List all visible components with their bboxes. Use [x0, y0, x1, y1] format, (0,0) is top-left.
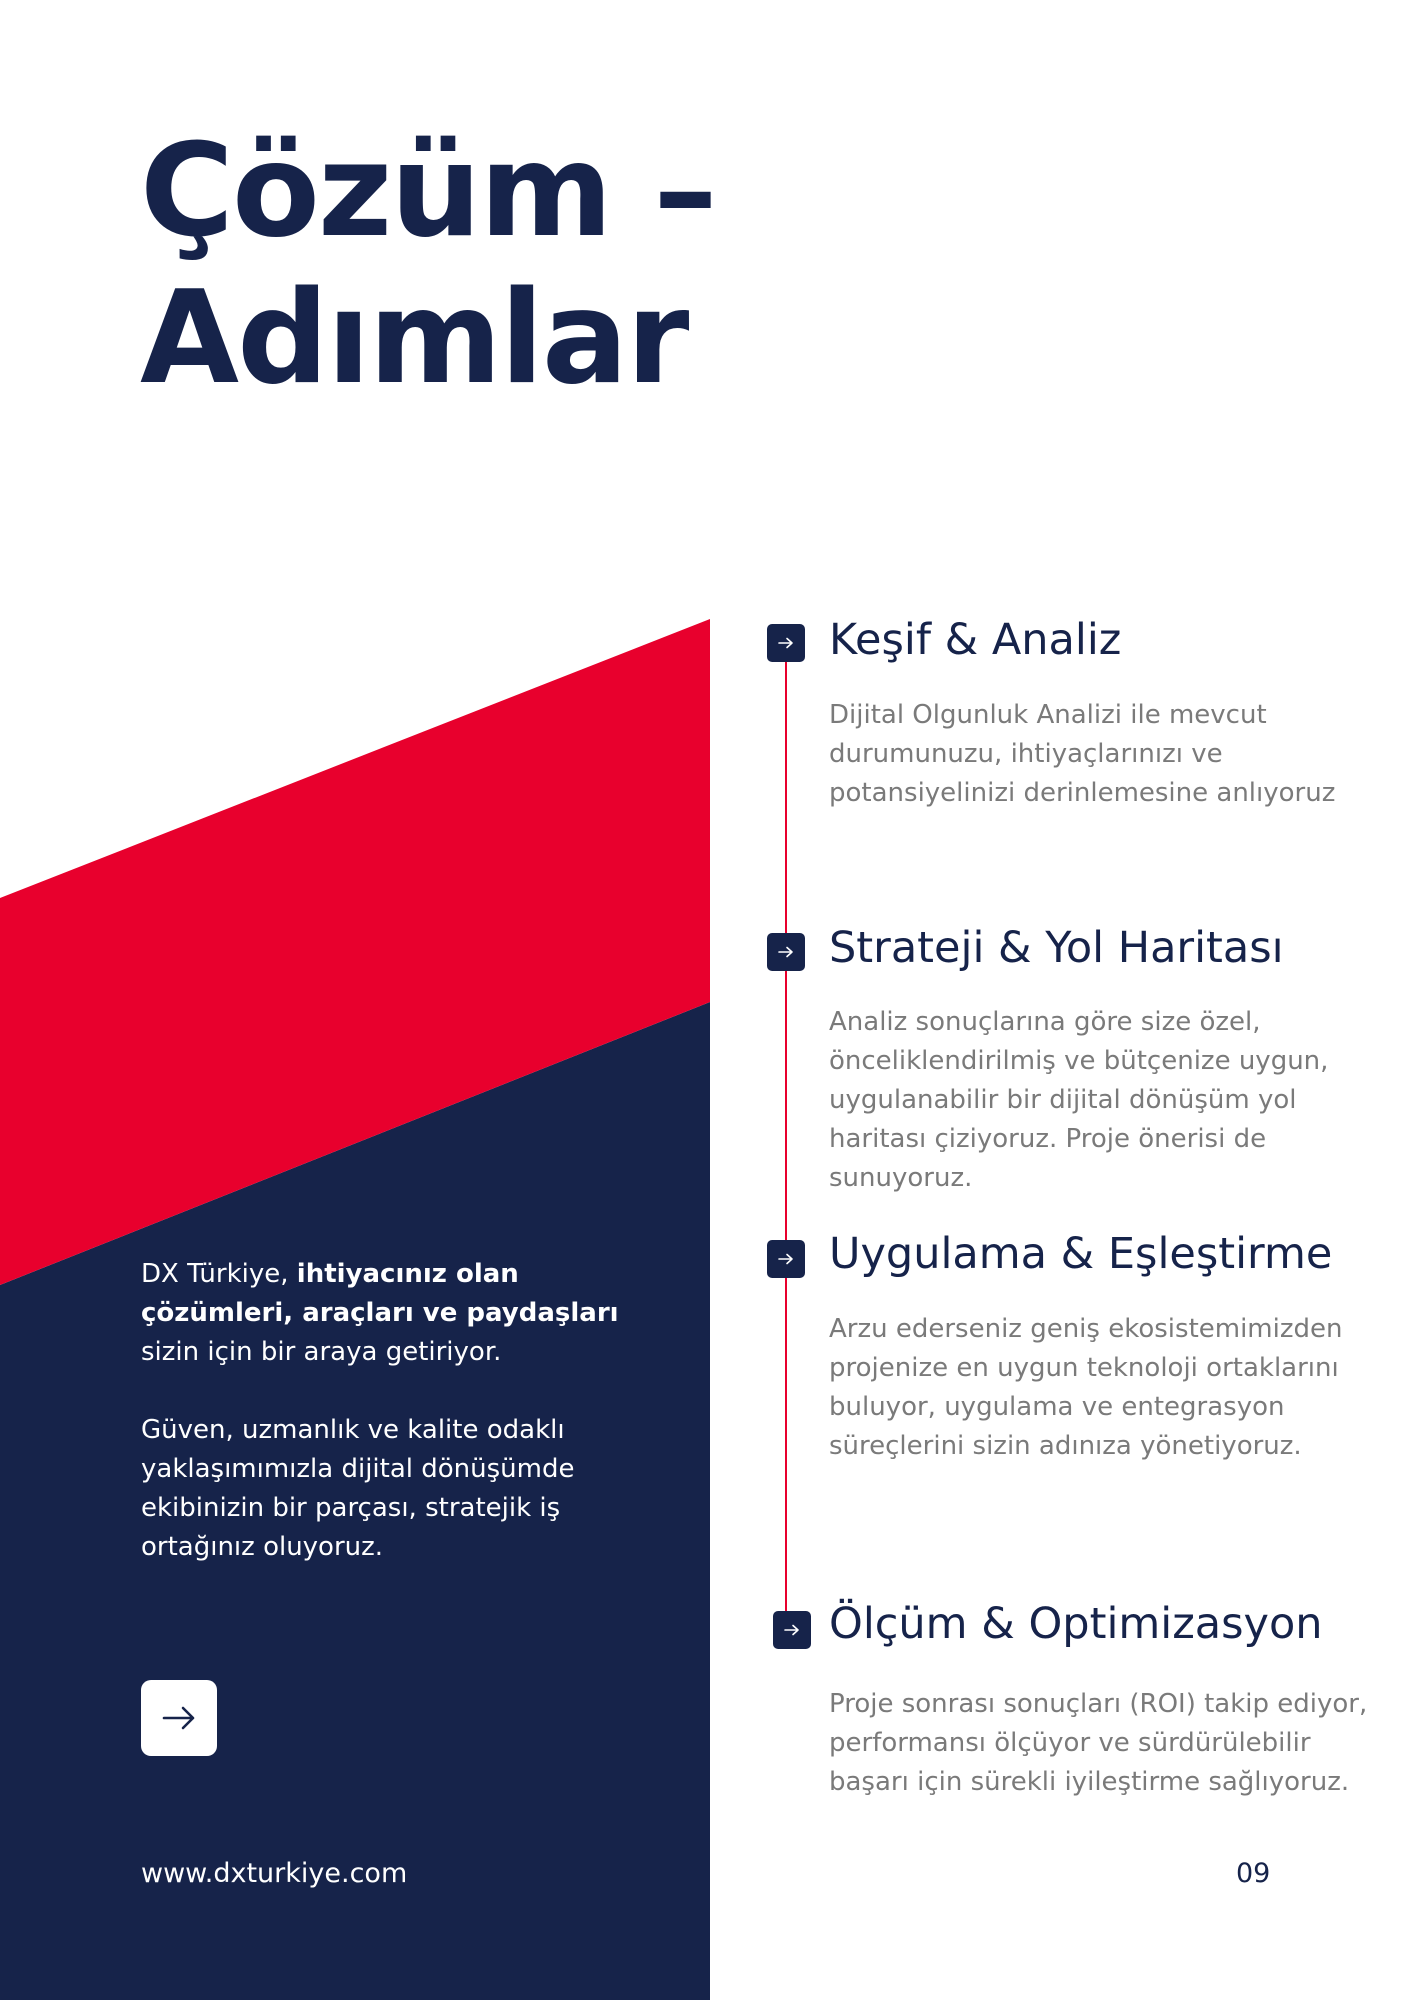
- page-title-line2: Adımlar: [140, 264, 688, 413]
- step-4-arrow-icon: [773, 1611, 811, 1649]
- step-1-arrow-icon: [767, 624, 805, 662]
- arrow-right-icon: [162, 1706, 196, 1730]
- step-2-description: Analiz sonuçlarına göre size özel, önceliklendirilmiş ve bütçenize uygun, uygulanabilir bir dijital dönüşüm yol haritası çiziyoruz. Proje önerisi de sunuyoruz.: [829, 1007, 1329, 1193]
- intro-text: [141, 1255, 631, 1567]
- next-arrow-button[interactable]: [141, 1680, 217, 1756]
- website-link[interactable]: www.dxturkiye.com: [141, 1858, 408, 1889]
- intro-paragraph-2: Güven, uzmanlık ve kalite odaklı yaklaşımımızla dijital dönüşümde ekibinizin bir parçası, stratejik iş ortağınız oluyoruz.: [141, 1415, 575, 1562]
- intro-p1-part2: sizin için bir araya getiriyor.: [141, 1337, 502, 1367]
- intro-paragraph-1: [141, 1255, 631, 1372]
- step-3-description: Arzu ederseniz geniş ekosistemimizden projenize en uygun teknoloji ortaklarını buluyor, uygulama ve entegrasyon süreçlerini sizin adınıza yönetiyoruz.: [829, 1314, 1343, 1461]
- page-title-line1: Çözüm –: [140, 117, 716, 266]
- step-2-title: Strateji & Yol Haritası: [829, 923, 1284, 973]
- step-2-arrow-icon: [767, 933, 805, 971]
- step-3-title: Uygulama & Eşleştirme: [829, 1229, 1333, 1279]
- timeline-line: [785, 660, 787, 1620]
- step-4-description: Proje sonrası sonuçları (ROI) takip ediyor, performansı ölçüyor ve sürdürülebilir başarı için sürekli iyileştirme sağlıyoruz.: [829, 1689, 1368, 1797]
- step-4-title: Ölçüm & Optimizasyon: [829, 1599, 1323, 1649]
- intro-p1-part1: DX Türkiye,: [141, 1259, 297, 1289]
- intro-p1-bold: ihtiyacınız olan çözümleri, araçları ve paydaşları: [141, 1259, 619, 1328]
- step-1-description: Dijital Olgunluk Analizi ile mevcut durumunuzu, ihtiyaçlarınızı ve potansiyelinizi derinlemesine anlıyoruz: [829, 700, 1336, 808]
- step-3-arrow-icon: [767, 1240, 805, 1278]
- step-1-title: Keşif & Analiz: [829, 615, 1122, 665]
- page-title: [140, 118, 715, 412]
- page-number: 09: [1236, 1858, 1271, 1889]
